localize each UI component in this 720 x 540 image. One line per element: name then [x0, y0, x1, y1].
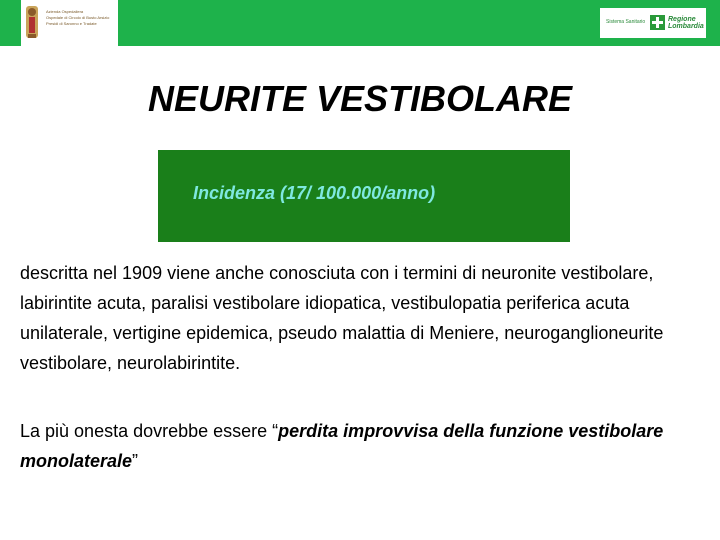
region-logo [600, 8, 706, 38]
conclusion-lead: La più onesta dovrebbe essere “ [20, 421, 279, 441]
conclusion-paragraph [20, 416, 700, 476]
logo-line: Azienda Ospedaliera [46, 9, 84, 14]
incidence-text: Incidenza (17/ 100.000/anno) [193, 183, 436, 203]
region-word: Regione [668, 16, 696, 23]
service-label: Sistema Sanitario [606, 19, 646, 25]
hospital-logo [21, 0, 118, 46]
incidence-box [158, 150, 570, 242]
conclusion-tail: ” [132, 451, 139, 471]
conclusion-emphasis: perdita improvvisa della funzione vestibolare monolaterale [20, 421, 664, 471]
header-bar [0, 0, 720, 46]
description-paragraph: descritta nel 1909 viene anche conosciuta con i termini di neuronite vestibolare, labirintite acuta, paralisi vestibolare idiopatica, vestibulopatia periferica acuta unilaterale, vertigine epidemica, pseudo malattia di Meniere, neuroganglioneurite vestibolare, neurolabirintite. [20, 263, 664, 373]
region-cross-icon [650, 15, 665, 30]
logo-line: Ospedale di Circolo di Busto Arsizio [46, 15, 110, 20]
region-name: Lombardia [668, 23, 704, 30]
slide-title: NEURITE VESTIBOLARE [147, 78, 573, 119]
crest-icon [24, 2, 40, 42]
logo-line: Presidi di Saronno e Tradate [46, 21, 97, 26]
